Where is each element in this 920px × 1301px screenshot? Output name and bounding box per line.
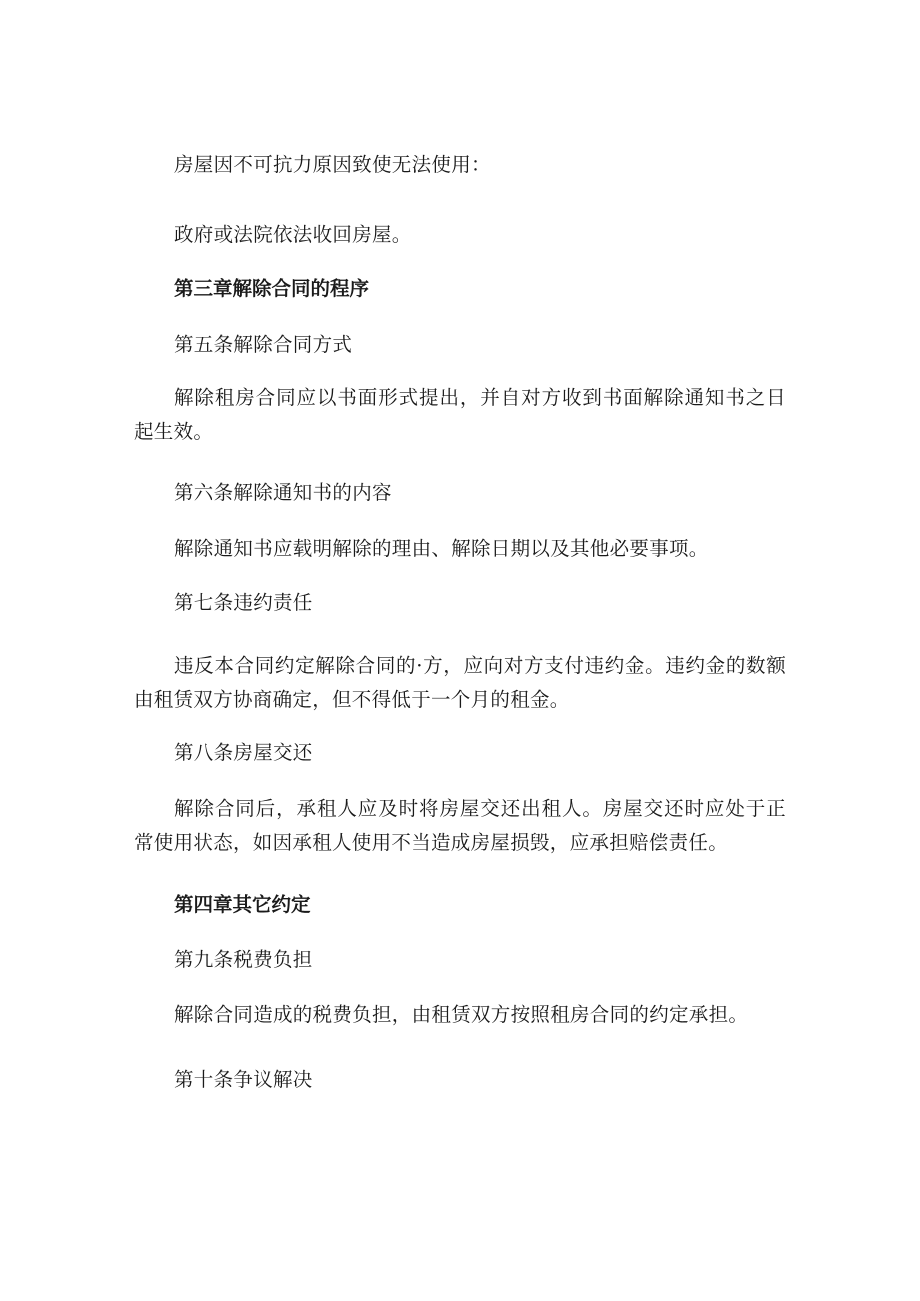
chapter-heading-3: 第三章解除合同的程序 [174, 277, 370, 300]
article-5-title: 第五条解除合同方式 [174, 333, 353, 356]
article-6-body: 解除通知书应载明解除的理由、解除日期以及其他必要事项。 [174, 537, 709, 560]
paragraph-force-majeure: 房屋因不可抗力原因致使无法使用： [174, 153, 491, 176]
article-6-title: 第六条解除通知书的内容 [174, 481, 392, 504]
article-7-body: 违反本合同约定解除合同的·方，应向对方支付违约金。违约金的数额由租赁双方协商确定，但不得低于一个月的租金。 [134, 654, 786, 711]
article-7-title: 第七条违约责任 [174, 591, 313, 614]
article-9-title: 第九条税费负担 [174, 948, 313, 971]
article-9-body: 解除合同造成的税费负担，由租赁双方按照租房合同的约定承担。 [174, 1003, 749, 1026]
article-10-title: 第十条争议解决 [174, 1068, 313, 1091]
article-5-body: 解除租房合同应以书面形式提出，并自对方收到书面解除通知书之日起生效。 [134, 386, 786, 443]
article-8-title: 第八条房屋交还 [174, 741, 313, 764]
paragraph-government-recall: 政府或法院依法收回房屋。 [174, 223, 412, 246]
article-8-body: 解除合同后，承租人应及时将房屋交还出租人。房屋交还时应处于正常使用状态，如因承租人使用不当造成房屋损毁，应承担赔偿责任。 [134, 797, 786, 854]
chapter-heading-4: 第四章其它约定 [174, 893, 311, 916]
